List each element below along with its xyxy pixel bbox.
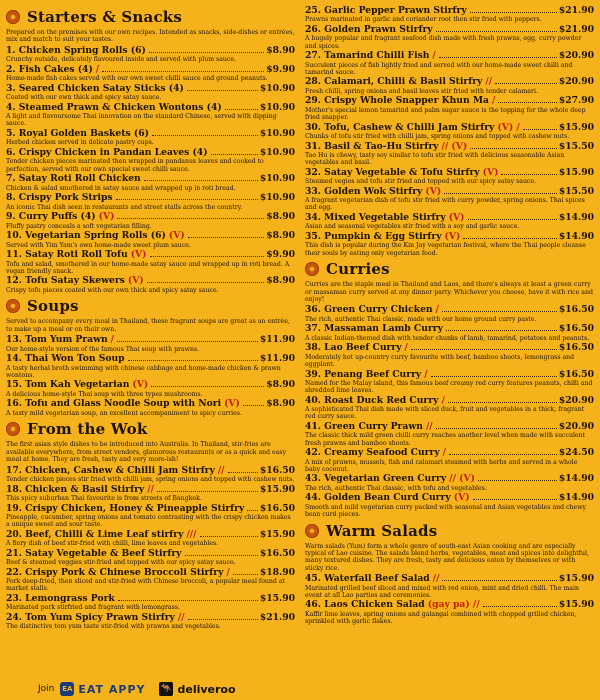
menu-item-description: A fiery dish of beef stir-fried with chilli, lime leaves and vegetables. — [6, 540, 219, 548]
menu-item-name: 14. Thai Won Ton Soup — [6, 353, 125, 365]
menu-item-price: $15.90 — [558, 166, 594, 178]
menu-item-price: $10.90 — [259, 173, 295, 185]
section-header — [6, 295, 295, 317]
menu-item — [305, 168, 594, 186]
menu-item-description: Marinated pork stirfried and fragrant with lemongrass. — [6, 604, 180, 612]
spice-veg-marker: // — [432, 573, 440, 585]
menu-item — [305, 305, 594, 323]
menu-item-description: The classic thick mild green chilli curry reaches another level when made with succulent fresh prawns and bamboo shoots. — [305, 432, 586, 447]
section-intro: Warm salads (Yum) form a whole genre of south-east Asian cooking and are especially typical of Lao cuisine. The salads blend herbs, vegetables, meat and spices into delightful, many textured dishes. They are fresh, tasty and delicious eaten by themselves or with sticky rice. — [305, 542, 589, 572]
section-header — [6, 6, 295, 28]
menu-item — [305, 213, 594, 231]
section-intro: The first asian style dishes to be introduced into Australia. In Thailand, stir-fries are available everywhere, from street vendors, glamorous restaurants or as a quick and easy meal at home. They are fresh, tasty and very more-ish! — [6, 441, 287, 464]
menu-item-price: $15.90 — [558, 573, 594, 585]
menu-item-name: 40. Roast Duck Red Curry — [305, 394, 439, 406]
menu-item-price: $16.50 — [558, 323, 594, 335]
menu-item — [6, 231, 295, 249]
dot-leader — [243, 405, 264, 406]
menu-item-name: 22. Crispy Pork & Chinese Broccoli Stirfry — [6, 566, 224, 578]
dot-leader — [478, 480, 557, 481]
menu-item — [6, 485, 295, 503]
menu-item — [6, 65, 295, 83]
dot-leader — [436, 428, 557, 429]
menu-item — [6, 193, 295, 211]
dot-leader — [468, 219, 557, 220]
menu-item-description: A hugely popular and fragrant seafood dish made with fresh prawns, egg, curry powder and spices. — [305, 35, 582, 50]
menu-item-description: The distinctive tom yum taste stir-fried with prawns and vegetables. — [6, 623, 221, 631]
dot-leader — [150, 256, 265, 257]
menu-item — [6, 250, 295, 275]
dot-leader — [200, 536, 258, 537]
dot-leader — [442, 311, 557, 312]
menu-item-price: $8.90 — [266, 275, 295, 287]
menu-item-price: $24.50 — [558, 447, 594, 459]
menu-item-description: Fluffy pastry conceals a soft vegetarian filling. — [6, 222, 152, 230]
menu-item-price: $16.50 — [259, 464, 295, 476]
menu-item-price: $20.90 — [558, 394, 594, 406]
menu-item-price: $14.90 — [558, 473, 594, 485]
menu-item — [6, 46, 295, 64]
menu-item — [305, 6, 594, 24]
menu-item-price: $9.90 — [266, 63, 295, 75]
menu-item-name: 3. Seared Chicken Satay Sticks (4) — [6, 82, 184, 94]
menu-item — [305, 123, 594, 141]
deliveroo-logo-icon[interactable]: 🦘 — [160, 684, 173, 694]
menu-item-name: 33. Golden Wok Stirfry — [305, 185, 423, 197]
menu-item — [305, 324, 594, 342]
section-wok — [6, 418, 295, 632]
menu-item-description: Marinated grilled beef sliced and mixed with red onion, mint and dried chilli. The main event at all Lao parties and ceremonies. — [305, 584, 579, 599]
dot-leader — [118, 600, 258, 601]
menu-item-description: Pineapple, cucumber, spring onions and tomato contrasting with the crispy chicken makes a unique sweet and sour taste. — [6, 514, 291, 529]
dot-leader — [128, 360, 258, 361]
spice-veg-marker: (V) — [482, 166, 499, 178]
menu-item-price: $16.50 — [259, 547, 295, 559]
menu-item-price: $15.50 — [558, 185, 594, 197]
menu-item — [6, 148, 295, 173]
menu-item-description: Herbed chicken served in delicate pastry cups. — [6, 139, 154, 147]
menu-item-price: $21.90 — [558, 5, 594, 16]
flower-icon — [6, 299, 20, 313]
dot-leader — [188, 619, 258, 620]
dot-leader — [436, 31, 557, 32]
dot-leader — [187, 90, 258, 91]
menu-item-name: 1. Chicken Spring Rolls (6) — [6, 44, 146, 56]
menu-item-name: 37. Massaman Lamb Curry — [305, 323, 443, 335]
menu-item-price: $8.90 — [266, 398, 295, 410]
dot-leader — [483, 606, 557, 607]
menu-item-price: $10.90 — [259, 128, 295, 140]
menu-item-price: $21.90 — [259, 612, 295, 624]
menu-item-name: 38. Lao Beef Curry — [305, 342, 402, 354]
menu-item — [6, 354, 295, 379]
menu-item-price: $14.90 — [558, 231, 594, 243]
menu-item — [305, 25, 594, 50]
dot-leader — [444, 193, 557, 194]
menu-item — [305, 448, 594, 473]
dot-leader — [157, 491, 258, 492]
menu-item-name: 30. Tofu, Cashew & Chilli Jam Stirfry — [305, 121, 495, 133]
section-title: Soups — [27, 297, 79, 316]
menu-item-name: 46. Laos Chicken Salad — [305, 599, 425, 611]
section-soups — [6, 295, 295, 418]
menu-item-price: $16.50 — [558, 368, 594, 380]
dot-leader — [523, 129, 557, 130]
menu-item — [305, 343, 594, 368]
menu-item-price: $10.90 — [259, 101, 295, 113]
menu-item-name: 39. Penang Beef Curry — [305, 368, 422, 380]
dot-leader — [117, 341, 258, 342]
menu-item-name: 41. Green Curry Prawn — [305, 421, 423, 433]
menu-item-price: $20.90 — [558, 50, 594, 62]
dot-leader — [439, 57, 557, 58]
spice-veg-marker: // (V) — [441, 140, 468, 152]
spice-veg-marker: // — [177, 612, 185, 624]
spice-veg-marker: (gay pa) // — [427, 599, 480, 611]
menu-item — [305, 474, 594, 492]
menu-item-price: $14.90 — [558, 492, 594, 504]
section-intro: Served to accompany every meal in Thailand, these fragrant soups are great as an entrée, to make up a meal or on their own. — [6, 318, 290, 333]
menu-item-description: The rich, authentic Thai classic, with tofu and vegetables. — [305, 484, 487, 492]
right-column — [305, 6, 594, 700]
spice-veg-marker: / — [95, 63, 100, 75]
menu-item-name: 4. Steamed Prawn & Chicken Wontons (4) — [6, 101, 222, 113]
menu-item — [6, 568, 295, 593]
menu-item-description: A tasty mild vegetarian soup, an excellent accompaniment to spicy curries. — [6, 409, 242, 417]
menu-item-description: A light and flavoursome Thai innovation on the standard Chinese, served with dipping sauce. — [6, 113, 277, 128]
spice-veg-marker: // (V) — [449, 473, 475, 485]
spice-veg-marker: (V) — [453, 492, 470, 504]
menu-item-name: 23. Lemongrass Pork — [6, 593, 115, 605]
menu-item-description: Asian and seasonal vegetables stir fried with a soy and garlic sauce. — [305, 223, 520, 231]
dot-leader — [185, 555, 258, 556]
menu-item-price: $20.90 — [558, 76, 594, 88]
menu-item-description: Crunchy outside, delicately flavoured inside and served with plum sauce. — [6, 56, 236, 64]
menu-item-name: 9. Curry Puffs (4) — [6, 211, 96, 223]
dot-leader — [247, 510, 258, 511]
menu-item-description: Tofu and salad, smothered in our home-made satay sauce and wrapped up in roti bread. A vegan friendly snack. — [6, 260, 290, 275]
section-title: Curries — [326, 260, 390, 279]
menu-item-description: Home-made fish cakes served with our own sweet chilli sauce and ground peanuts. — [6, 75, 268, 83]
menu-item-name: 43. Vegetarian Green Curry — [305, 473, 447, 485]
menu-item-price: $15.90 — [558, 121, 594, 133]
dot-leader — [152, 135, 258, 136]
flower-icon — [305, 524, 319, 538]
section-intro: Prepared on the premises with our own recipes. Intended as snacks, side-dishes or entrées, mix and match to suit your tastes. — [6, 29, 295, 44]
spice-veg-marker: / — [435, 304, 439, 316]
menu-item-description: Pork deep-fried, then sliced and stir-fried with Chinese broccoli, a popular meal found at market stalls. — [6, 578, 285, 593]
menu-item-price: $27.90 — [558, 95, 594, 107]
menu-item-description: Chicken & salad smothered in satay sauce and wrapped up in roti bread. — [6, 184, 236, 192]
spice-veg-marker: (V) / — [497, 121, 520, 133]
spice-veg-marker: /// — [186, 528, 197, 540]
menu-item-description: Beef & steamed veggies stir-fried and topped with our spicy satay sauce. — [6, 559, 236, 567]
menu-item-description: An iconic Thai dish seen in restaurants and street stalls across the country. — [6, 203, 243, 211]
menu-item — [6, 530, 295, 548]
menu-item-name: 32. Satay Vegetable & Tofu Stirfry — [305, 166, 480, 178]
menu-item-price: $15.90 — [259, 528, 295, 540]
menu-item — [305, 51, 594, 76]
menu-item-description: Crispy tofu pieces coated with our own thick and spicy satay sauce. — [6, 286, 219, 294]
menu-item-name: 31. Basil & Tao-Hu Stirfry — [305, 140, 439, 152]
menu-item-name: 18. Chicken & Basil Stirfry — [6, 483, 145, 495]
menu-item-description: Named for the Malay island, this famous beef creamy red curry features peanuts, chilli and shredded lime leaves. — [305, 380, 593, 395]
section-salads — [305, 520, 594, 627]
dot-leader — [225, 109, 258, 110]
menu-item — [305, 187, 594, 212]
menu-item — [6, 103, 295, 128]
menu-item — [305, 96, 594, 121]
menu-item-price: $10.90 — [259, 192, 295, 204]
menu-item-name: 27. Tamarind Chilli Fish — [305, 50, 430, 62]
menu-item-name: 19. Crispy Chicken, Honey & Pineapple Stirfry — [6, 502, 245, 514]
flower-icon — [6, 10, 20, 24]
menu-item-name: 16. Tofu and Glass Noodle Soup with Nori — [6, 398, 222, 410]
menu-item-description: Steamed vegies and tofu stir fried and topped with our spicy satay sauce. — [305, 178, 537, 186]
menu-item-price: $21.90 — [558, 24, 594, 35]
menu-item-description: A sophisticated Thai dish made with sliced duck, fruit and vegetables in a thick, fragrant red curry sauce. — [305, 406, 585, 421]
menu-item — [305, 574, 594, 599]
menu-item-name: 21. Satay Vegetable & Beef Stirfry — [6, 547, 182, 559]
menu-item-price: $8.90 — [266, 379, 295, 391]
menu-item — [6, 549, 295, 567]
dot-leader — [431, 376, 557, 377]
left-column — [6, 6, 295, 700]
dot-leader — [463, 238, 556, 239]
section-curries — [305, 258, 594, 519]
menu-item — [6, 594, 295, 612]
dot-leader — [116, 199, 258, 200]
menu-item-price: $15.90 — [259, 483, 295, 495]
dot-leader — [211, 154, 258, 155]
menu-item-price: $16.50 — [558, 342, 594, 354]
menu-item-price: $10.90 — [259, 82, 295, 94]
spice-veg-marker: // — [217, 464, 225, 476]
dot-leader — [442, 580, 556, 581]
menu-item-name: 11. Satay Roti Roll Tofu — [6, 249, 128, 261]
menu-item — [6, 129, 295, 147]
menu-item-price: $15.90 — [558, 599, 594, 611]
section-header — [6, 418, 295, 440]
menu-item-name: 44. Golden Bean Curd Curry — [305, 492, 451, 504]
section-header — [305, 258, 594, 280]
menu-item-description: A classic Indian-themed dish with tender chunks of lamb, tamarind, potatoes and peanuts. — [305, 334, 590, 342]
menu-item-name: 26. Golden Prawn Stirfry — [305, 24, 433, 35]
spice-veg-marker: (V) — [444, 231, 461, 243]
spice-veg-marker: (V) — [224, 398, 240, 410]
eat-appy-link[interactable]: EAT APPY — [78, 682, 146, 696]
section-starters — [6, 6, 295, 295]
menu-item — [305, 600, 594, 625]
section-title: Starters & Snacks — [27, 8, 183, 26]
dot-leader — [411, 349, 557, 350]
spice-veg-marker: (V) — [132, 379, 149, 391]
dot-leader — [102, 71, 264, 72]
menu-item-description: This spicy suburban Thai favourite is from streets of Bangkok. — [6, 495, 202, 503]
dot-leader — [473, 499, 557, 500]
dot-leader — [228, 472, 258, 473]
menu-item-price: $9.90 — [266, 249, 295, 261]
dot-leader — [188, 237, 265, 238]
menu-item-name: 13. Tom Yum Prawn — [6, 334, 108, 346]
menu-item — [305, 77, 594, 95]
spice-veg-marker: (V) — [130, 249, 147, 261]
dot-leader — [449, 454, 557, 455]
menu-item — [6, 212, 295, 230]
menu-item-price: $8.90 — [266, 230, 295, 242]
join-label: Join — [38, 684, 55, 694]
menu-item-name: 2. Fish Cakes (4) — [6, 63, 93, 75]
menu-item-name: 5. Royal Golden Baskets (6) — [6, 128, 149, 140]
menu-item-name: 36. Green Curry Chicken — [305, 304, 433, 316]
menu-item-description: Coated with our own thick and spicy satay sauce. — [6, 94, 162, 102]
menu-item — [305, 370, 594, 395]
spice-veg-marker: / — [404, 342, 408, 354]
dot-leader — [147, 282, 265, 283]
menu-item-description: Prawns marinated in garlic and coriander root then stir fried with peppers. — [305, 16, 542, 24]
menu-item-price: $18.90 — [259, 566, 295, 578]
menu-item-name: 34. Mixed Vegetable Stirfry — [305, 212, 446, 224]
spice-veg-marker: // — [485, 76, 493, 88]
dot-leader — [144, 180, 258, 181]
spice-veg-marker: (V) — [127, 275, 144, 287]
spice-veg-marker: / — [110, 334, 115, 346]
spice-veg-marker: / — [442, 447, 447, 459]
spice-veg-marker: / — [441, 394, 445, 406]
menu-item-description: Tao Hu is chewy, tasty soy similar to tofu stir fried with delicious seasonable Asian vegetables and basil. — [305, 152, 565, 167]
section-title: From the Wok — [27, 420, 148, 439]
menu-item-name: 8. Crispy Pork Strips — [6, 192, 113, 204]
menu-item-name: 17. Chicken, Cashew & Chilli Jam Stirfry — [6, 464, 215, 476]
menu-item-name: 28. Calamari, Chilli & Basil Stirfry — [305, 76, 483, 88]
menu-item-price: $15.90 — [259, 593, 295, 605]
menu-item-description: A tasty herbal broth swimming with chinese cabbage and home-made chicken & prawn wontons. — [6, 364, 281, 379]
section-title: Warm Salads — [326, 521, 438, 540]
menu-item-price: $11.90 — [259, 334, 295, 346]
section-intro: Curries are the staple meal in Thailand and Laos, and there's always at least a green curry or massaman curry served at any dinner party. Whichever you choose, have it with rice and enjoy! — [305, 281, 593, 304]
dot-leader — [470, 12, 557, 13]
menu-item-name: 20. Beef, Chilli & Lime Leaf stirfry — [6, 528, 184, 540]
menu-item-description: Mother's special lemon tamarind and palm sugar sauce is the topping for the whole deep fried snapper. — [305, 106, 586, 122]
dot-leader — [498, 102, 557, 103]
menu-item-name: 6. Crispy Chicken in Pandan Leaves (4) — [6, 147, 208, 159]
menu-item-price: $11.90 — [259, 353, 295, 365]
menu-item — [6, 276, 295, 294]
section-header — [305, 520, 594, 542]
dot-leader — [495, 83, 557, 84]
menu-item — [305, 142, 594, 167]
dot-leader — [117, 218, 264, 219]
menu-item-price: $20.90 — [558, 421, 594, 433]
dot-leader — [233, 574, 258, 575]
menu-item-description: A fragrant vegetarian dish of tofu stir fried with curry powder, spring onions. Thai spices and egg. — [305, 197, 585, 212]
spice-veg-marker: / — [491, 95, 496, 107]
menu-item-price: $16.50 — [259, 502, 295, 514]
dot-leader — [448, 402, 557, 403]
spice-veg-marker: // — [147, 483, 154, 495]
spice-veg-marker: / — [226, 566, 230, 578]
menu-item-description: Smooth and mild vegetarian curry packed with seasonal and Asian vegetables and chewy bean curd pieces. — [305, 503, 586, 519]
spice-veg-marker: / — [424, 368, 428, 380]
menu-item-price: $10.90 — [259, 147, 295, 159]
menu-item-price: $14.90 — [558, 212, 594, 224]
dot-leader — [151, 386, 264, 387]
menu-item-name: 25. Garlic Pepper Prawn Stirfry — [305, 5, 467, 16]
menu-item-name: 45. Waterfall Beef Salad — [305, 573, 430, 585]
menu-item-price: $8.90 — [266, 44, 295, 56]
menu-item-description: Chunks of tofu stir fried with chilli jam, spring onions and topped with cashew nuts. — [305, 133, 570, 141]
menu-item-description: Kaffir lime leaves, spring onions and galangal combined with chopped grilled chicken, sprinkled with garlic flakes. — [305, 610, 577, 626]
menu-item — [6, 466, 295, 484]
menu-item-description: Fresh chilli, spring onions and basil leaves stir fried with tender calamari. — [305, 87, 538, 95]
menu-item-description: Tender chicken pieces stir fried with chilli jam, spring onions and topped with cashew nuts. — [6, 476, 295, 484]
menu-item-description: Our home-style version of the famous Thai soup with prawns. — [6, 345, 200, 353]
menu-item-price: $8.90 — [266, 211, 295, 223]
spice-veg-marker: (V) — [168, 230, 185, 242]
delivery-footer — [0, 678, 300, 700]
menu-item-price: $15.50 — [558, 140, 594, 152]
dot-leader — [470, 148, 557, 149]
menu-item — [305, 493, 594, 518]
spice-veg-marker: // — [425, 421, 433, 433]
flower-icon — [6, 422, 20, 436]
section-wok-continued — [305, 6, 594, 258]
menu-item-name: 42. Creamy Seafood Curry — [305, 447, 440, 459]
menu-item-name: 7. Satay Roti Roll Chicken — [6, 173, 141, 185]
dot-leader — [149, 52, 264, 53]
dot-leader — [446, 330, 557, 331]
menu-item — [6, 84, 295, 102]
menu-item-description: Served with Yim Yam's own home-made sweet plum sauce. — [6, 241, 191, 249]
menu-item-description: Tender chicken pieces marinated then wrapped in pandanus leaves and cooked to perfection, served with our own special sweet chilli sauce. — [6, 158, 264, 173]
menu-item — [6, 380, 295, 398]
menu-item-name: 35. Pumpkin & Egg Stirfry — [305, 231, 442, 243]
menu-item — [6, 174, 295, 192]
menu-item-name: 15. Tom Kah Vegetarian — [6, 379, 130, 391]
menu-item — [6, 399, 295, 417]
spice-veg-marker: (V) — [98, 211, 115, 223]
spice-veg-marker: (V) — [425, 185, 442, 197]
menu-item-description: This dish is popular during the Kin Jay vegetarian festival, where the Thai people cleanse their souls by eating only vegetarian food. — [305, 242, 586, 257]
eat-appy-logo-icon[interactable]: EA — [60, 682, 74, 696]
menu-item — [6, 504, 295, 529]
menu-item — [6, 613, 295, 631]
menu-item — [6, 335, 295, 353]
menu-item-description: A delicious home-style Thai soup with three types mushrooms. — [6, 390, 203, 398]
menu-item-description: Succulent pieces of fish lightly fried and served with our home-made sweet chilli and tamarind sauce. — [305, 61, 573, 76]
spice-veg-marker: (V) — [448, 212, 465, 224]
menu-item — [305, 396, 594, 421]
menu-item — [305, 422, 594, 447]
menu-item-name: 24. Tom Yum Spicy Prawn Stirfry — [6, 612, 175, 624]
flower-icon — [305, 262, 319, 276]
menu-item-description: A mix of prawns, mussels, fish and calamari steamed with herbs and served in a whole baby coconut. — [305, 458, 578, 473]
menu-item-price: $16.50 — [558, 304, 594, 316]
spice-veg-marker: / — [432, 50, 436, 62]
menu-item-description: The rich, authentic Thai classic, made with our home ground curry paste. — [305, 315, 537, 323]
menu-item-name: 12. Tofu Satay Skewers — [6, 275, 125, 287]
menu-item-description: Moderately hot up-country curry favourite with beef, bamboo shoots, lemongrass and eggplant. — [305, 353, 575, 369]
menu-item-name: 10. Vegetarian Spring Rolls (6) — [6, 230, 166, 242]
menu-item — [305, 232, 594, 257]
menu-item-name: 29. Crispy Whole Snapper Khun Ma — [305, 95, 489, 107]
dot-leader — [501, 174, 556, 175]
deliveroo-link[interactable]: deliveroo — [177, 682, 236, 696]
